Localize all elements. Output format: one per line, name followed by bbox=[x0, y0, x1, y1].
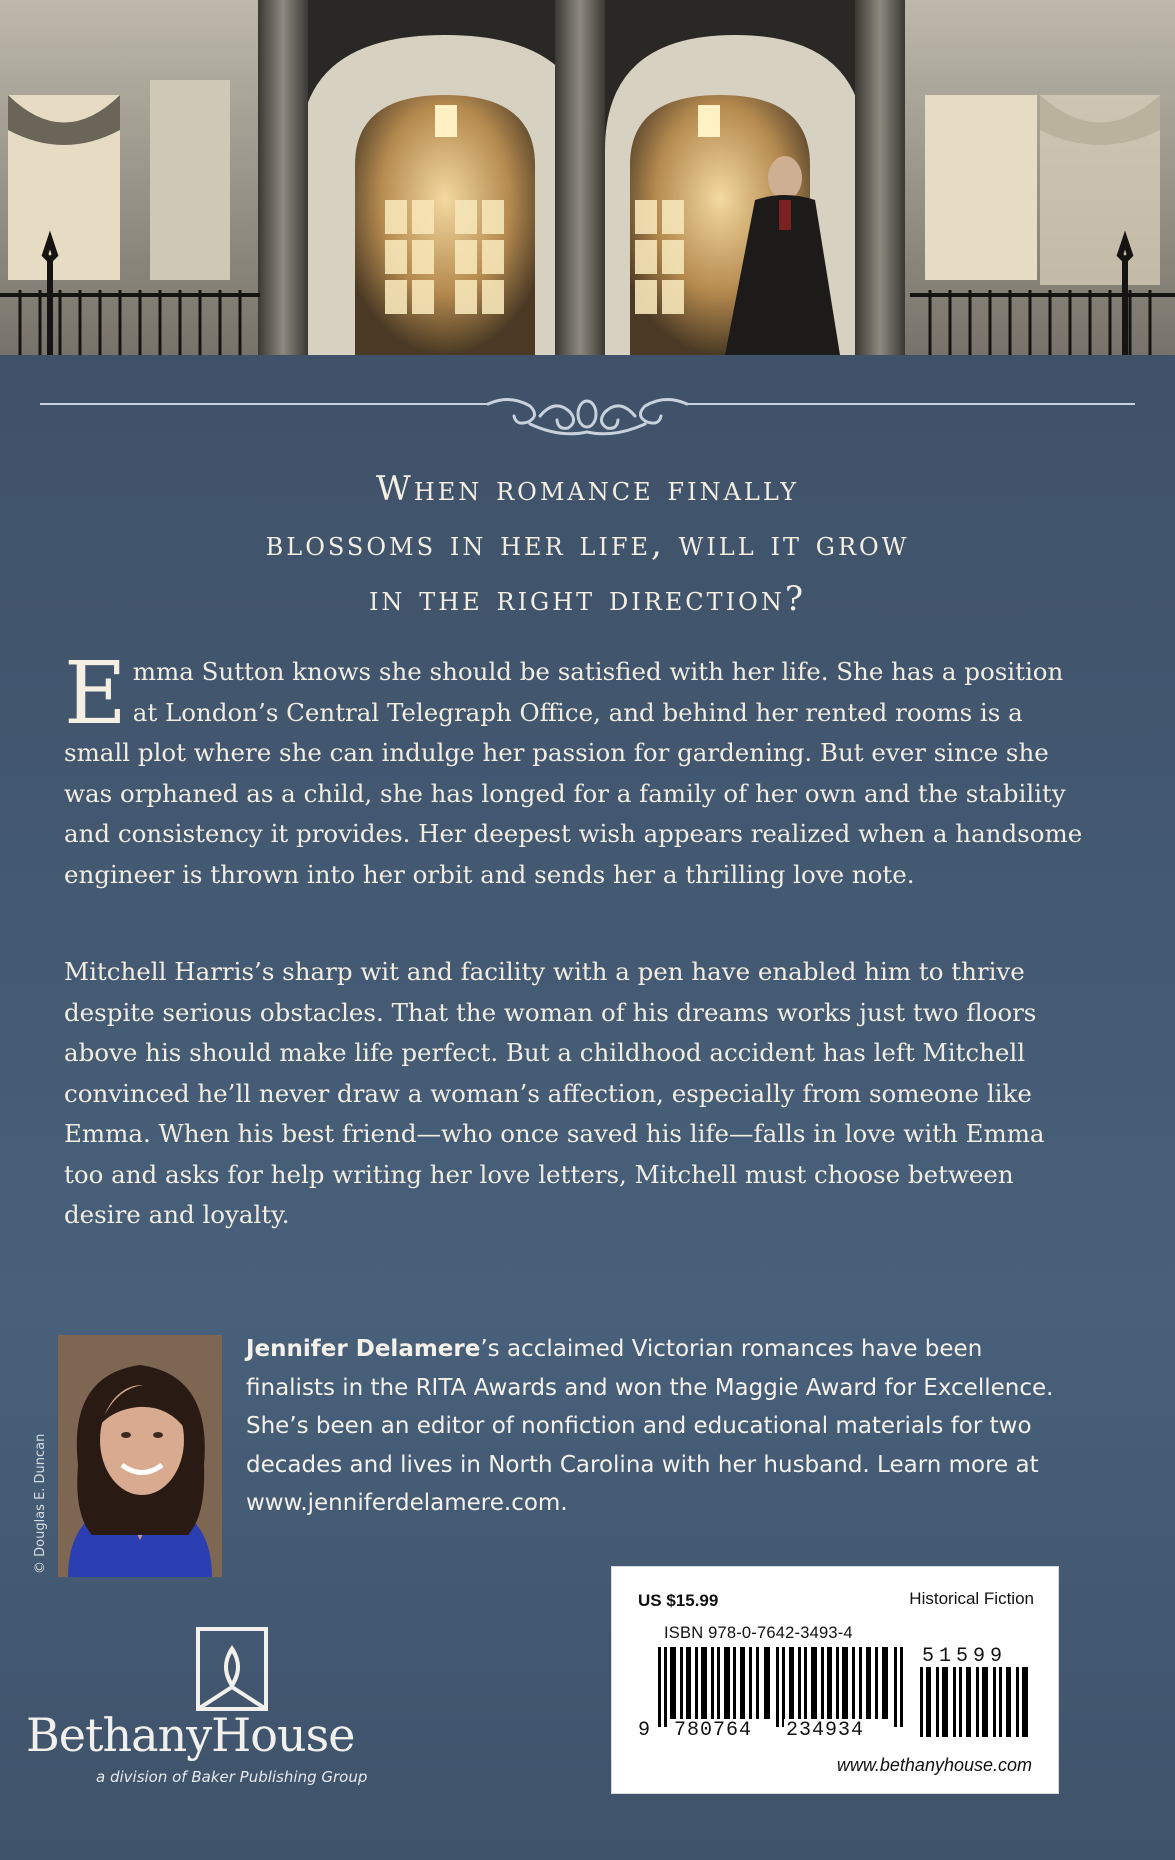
publisher-tagline: a division of Baker Publishing Group bbox=[96, 1768, 368, 1786]
author-portrait-image bbox=[58, 1335, 222, 1577]
author-bio-text: ’s acclaimed Victorian romances have been finalists in the RITA Awards and won the Maggie Award for Excellence. She’s been an editor of nonfiction and educational materials for two decades and lives in North Carolina with her husband. Learn more at www.jenniferdelamere.com. bbox=[246, 1336, 1054, 1516]
description-paragraph-2: Mitchell Harris’s sharp wit and facility with a pen have enabled him to thrive despite serious obstacles. That the woman of his dreams works just two floors above his should make life perfect. But a childhood accident has left Mitchell convinced he’ll never draw a woman’s affection, especially from someone like Emma. When his best friend—who once saved his life—falls in love with Emma too and asks for help writing her love letters, Mitchell must choose between desire and loyalty. bbox=[64, 957, 1045, 1229]
headline bbox=[80, 462, 1095, 627]
addon-barcode bbox=[918, 1667, 1034, 1737]
price: US $15.99 bbox=[638, 1591, 719, 1610]
cover-photo bbox=[0, 0, 1175, 355]
description-paragraph-1 bbox=[64, 644, 1089, 895]
headline-line-3: in the right direction? bbox=[368, 579, 807, 619]
isbn: ISBN 978-0-7642-3493-4 bbox=[664, 1624, 853, 1642]
description-paragraph-1-text: mma Sutton knows she should be satisfied with her life. She has a position at London’s Central Telegraph Office, and behind her rented rooms is a small plot where she can indulge her passion for gardening. But ever since she was orphaned as a child, she has longed for a family of her own and the stability and consistency it provides. Her deepest wish appears realized when a handsome engineer is thrown into her orbit and sends her a thrilling love note. bbox=[64, 657, 1083, 889]
publisher-name: BethanyHouse bbox=[26, 1708, 355, 1762]
drop-cap: E bbox=[64, 644, 127, 744]
author-photo bbox=[58, 1335, 222, 1577]
addon-number: 51599 bbox=[922, 1645, 1008, 1668]
publisher-website: www.bethanyhouse.com bbox=[836, 1755, 1032, 1775]
photo-credit: © Douglas E. Duncan bbox=[33, 1433, 48, 1574]
ean-first-digit: 9 bbox=[638, 1719, 651, 1742]
ean-barcode bbox=[656, 1647, 906, 1727]
genre-label: Historical Fiction bbox=[909, 1589, 1034, 1608]
ornamental-divider bbox=[40, 392, 1135, 442]
headline-line-2: blossoms in her life, will it grow bbox=[265, 524, 910, 564]
author-name: Jennifer Delamere bbox=[246, 1336, 481, 1362]
ean-right-digits: 234934 bbox=[786, 1719, 865, 1742]
barcode-box bbox=[612, 1567, 1058, 1793]
author-bio bbox=[246, 1330, 1066, 1523]
headline-line-1: When romance finally bbox=[375, 469, 800, 509]
ean-left-digits: 780764 bbox=[674, 1719, 753, 1742]
building-facade-image bbox=[0, 0, 1175, 355]
